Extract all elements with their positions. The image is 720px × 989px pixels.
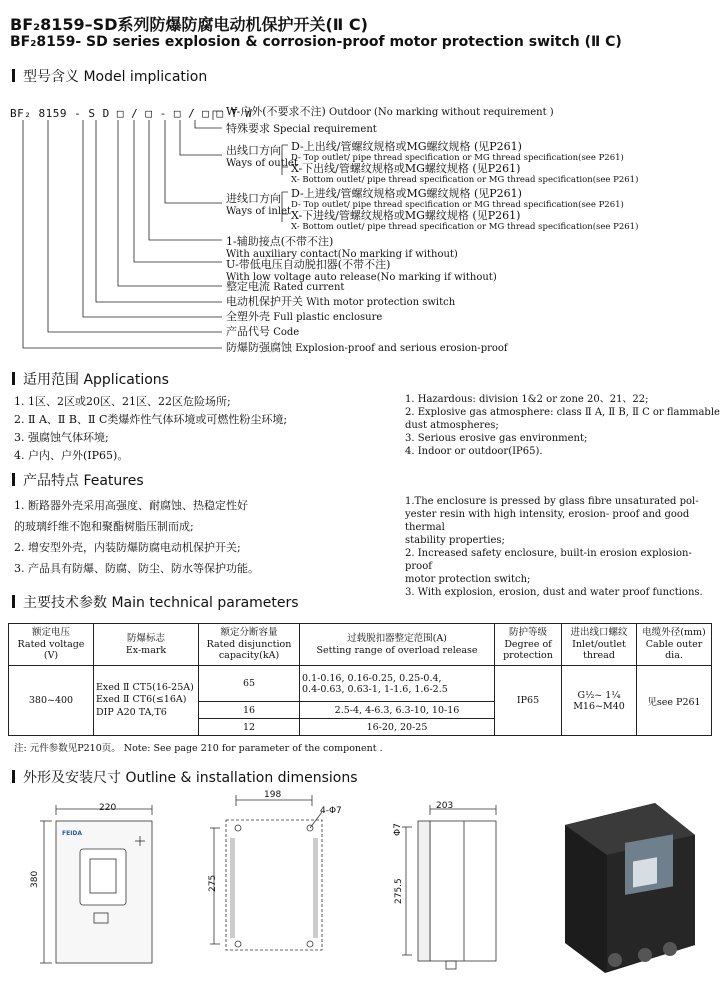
section-features [12,470,144,490]
mount-height-label: 275 [208,874,218,892]
th-exmark: 防爆标志 Ex-mark [94,624,199,666]
model-item-inlet-top: D-上进线/管螺纹规格或MG螺纹规格 (见P261) D- Top outlet/ pipe thread specification or MG thread specification(see P261) [291,187,624,210]
section-outline [12,767,357,787]
model-item-inlet: 进线口方向 Ways of inlet [226,192,292,217]
model-item-low-voltage: U-带低电压自动脱扣器(不带不注) With low voltage auto release(No marking if without) [226,258,497,283]
cell-capacity-0: 65 [199,666,300,702]
model-item-explosion: 防爆防强腐蚀 Explosion-proof and serious erosion-proof [226,341,508,354]
cell-range-1: 2.5-4, 4-6.3, 6.3-10, 10-16 [300,702,495,719]
cell-capacity-2: 12 [199,719,300,736]
model-item-outlet-top: D-上出线/管螺纹规格或MG螺纹规格 (见P261) D- Top outlet/ pipe thread specification or MG thread specification(see P261) [291,140,624,163]
front-height-label: 380 [30,870,40,888]
section-params [12,592,299,612]
applications-en: 1. Hazardous: division 1&2 or zone 20、21、22; 2. Explosive gas atmosphere: class Ⅱ A, Ⅱ B, Ⅱ C or flammable dust atmospheres; 3. Serious erosive gas environment; 4. Indoor or outdoor(IP65). [405,394,720,457]
side-height-label: 275.5 [394,878,404,904]
section-outline-heading: 外形及安装尺寸 Outline & installation dimensions [23,770,358,786]
applications-zh: 1. 1区、2区或20区、21区、22区危险场所; 2. Ⅱ A、Ⅱ B、Ⅱ C类爆炸性气体环境或可燃性粉尘环境; 3. 强腐蚀气体环境; 4. 户内、户外(IP65)。 [14,395,288,462]
th-cable: 电缆外径(mm) Cable outer dia. [637,624,712,666]
cell-cable: 见see P261 [637,666,712,736]
title-zh: BF₂8159–SD系列防爆防腐电动机保护开关(Ⅱ C) [10,15,368,34]
model-item-auxiliary: 1-辅助接点(不带不注) With auxiliary contact(No marking if without) [226,235,458,260]
model-item-outlet: 出线口方向 Ways of outlet [226,144,298,169]
side-hole-label: Φ7 [393,823,403,836]
model-item-plastic: 全塑外壳 Full plastic enclosure [226,310,383,323]
th-range: 过载脱扣器整定范围(A) Setting range of overload release [300,624,495,666]
front-brand-logo: FEIDA [62,830,83,837]
th-thread: 进出线口螺纹 Inlet/outlet thread [562,624,637,666]
cell-range-2: 16-20, 20-25 [300,719,495,736]
side-width-label: 203 [436,801,454,811]
cell-thread: G½~ 1¼ M16~M40 [562,666,637,736]
model-code: BF₂ 8159 - S D □ / □ - □ / □ □ T W [10,107,253,120]
cell-range-0: 0.1-0.16, 0.16-0.25, 0.25-0.4, 0.4-0.63, 0.63-1, 1-1.6, 1.6-2.5 [300,666,495,702]
model-item-special: 特殊要求 Special requirement [226,122,377,135]
section-params-heading: 主要技术参数 Main technical parameters [23,595,299,611]
model-item-rated-current: 整定电流 Rated current [226,280,345,293]
features-zh: 1. 断路器外壳采用高强度、耐腐蚀、热稳定性好 的玻璃纤维不饱和聚酯树脂压制而成; 2. 增安型外壳，内装防爆防腐电动机保护开关; 3. 产品具有防爆、防腐、防尘、防水等保护功能。 [14,499,259,575]
model-item-code: 产品代号 Code [226,325,300,338]
th-protection: 防护等级 Degree of protection [495,624,562,666]
cell-voltage: 380~400 [9,666,94,736]
section-applications [12,369,169,389]
front-view-drawing [40,803,180,973]
model-item-outlet-bottom: X-下出线/管螺纹规格或MG螺纹规格 (见P261) X- Bottom outlet/ pipe thread specification or MG thread specification(see P261) [291,162,639,185]
params-note: 注: 元件参数见P210页。 Note: See page 210 for parameter of the component . [14,743,383,754]
model-item-inlet-bottom: X-下进线/管螺纹规格或MG螺纹规格 (见P261) X- Bottom outlet/ pipe thread specification or MG thread specification(see P261) [291,209,639,232]
th-capacity: 额定分断容量 Rated disjunction capacity(kA) [199,624,300,666]
side-view-drawing [388,803,528,973]
section-model-heading: 型号含义 Model implication [23,69,208,85]
th-voltage: 额定电压 Rated voltage (V) [9,624,94,666]
title-en: BF₂8159- SD series explosion & corrosion-proof motor protection switch (Ⅱ C) [10,34,622,50]
front-width-label: 220 [99,803,117,813]
features-en: 1.The enclosure is pressed by glass fibre unsaturated pol- yester resin with high intensity, erosion- proof and good thermal stability properties; 2. Increased safety enclosure, built-in erosion explosion- proof motor protection switch; 3. With explosion, erosion, dust and water proof functions. [405,496,703,598]
mount-holes-label: 4-Φ7 [320,806,342,816]
model-item-outdoor: W-户外(不要求不注) Outdoor (No marking without requirement ) [226,105,554,118]
model-item-motor-switch: 电动机保护开关 With motor protection switch [226,295,456,308]
cell-protection: IP65 [495,666,562,736]
product-photo [545,795,713,983]
params-table [8,623,712,736]
mount-width-label: 198 [264,790,282,800]
cell-exmark: Exed Ⅱ CT5(16-25A) Exed Ⅱ CT6(≤16A) DIP A20 TA,T6 [94,666,199,736]
cell-capacity-1: 16 [199,702,300,719]
section-applications-heading: 适用范围 Applications [23,372,169,388]
section-features-heading: 产品特点 Features [23,473,144,489]
